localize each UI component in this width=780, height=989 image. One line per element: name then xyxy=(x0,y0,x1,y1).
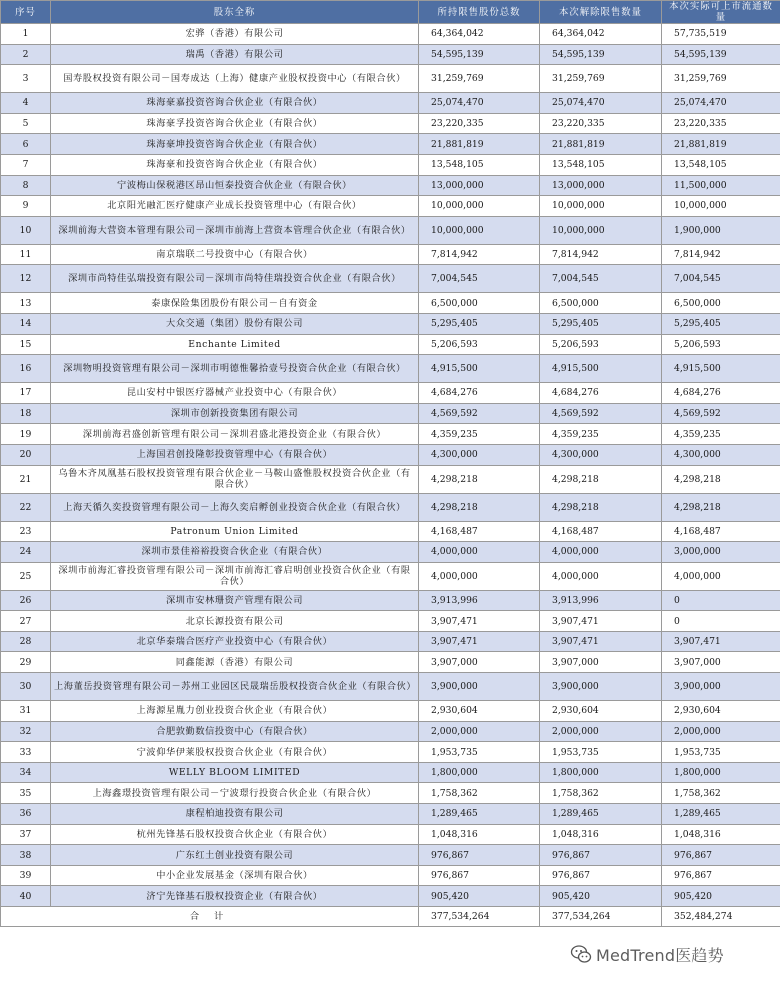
cell-shareholder-name: 深圳前海大营资本管理有限公司－深圳市前海上营资本管理合伙企业（有限合伙） xyxy=(51,216,419,244)
cell-index: 20 xyxy=(1,444,51,465)
cell-release-quantity: 4,000,000 xyxy=(540,562,662,590)
table-row xyxy=(1,845,780,866)
cell-shareholder-name: Patronum Union Limited xyxy=(51,521,419,542)
cell-tradable-quantity: 4,298,218 xyxy=(662,493,780,521)
cell-shareholder-name: 深圳市安林珊资产管理有限公司 xyxy=(51,590,419,611)
cell-index: 37 xyxy=(1,824,51,845)
cell-release-quantity: 10,000,000 xyxy=(540,216,662,244)
cell-tradable-quantity: 1,048,316 xyxy=(662,824,780,845)
cell-shareholder-name: 国寿股权投资有限公司－国寿成达（上海）健康产业股权投资中心（有限合伙） xyxy=(51,65,419,93)
table-row xyxy=(1,611,780,632)
table-header xyxy=(1,1,780,24)
table-row xyxy=(1,804,780,825)
cell-shareholder-name: 同鑫能源（香港）有限公司 xyxy=(51,652,419,673)
cell-release-quantity: 64,364,042 xyxy=(540,24,662,45)
cell-restricted-total: 13,000,000 xyxy=(419,175,540,196)
cell-restricted-total: 13,548,105 xyxy=(419,154,540,175)
table-row xyxy=(1,721,780,742)
cell-index: 25 xyxy=(1,562,51,590)
cell-index: 16 xyxy=(1,355,51,383)
table-row xyxy=(1,265,780,293)
cell-restricted-total: 3,907,471 xyxy=(419,611,540,632)
table-row xyxy=(1,175,780,196)
cell-restricted-total: 4,168,487 xyxy=(419,521,540,542)
cell-index: 32 xyxy=(1,721,51,742)
cell-index: 7 xyxy=(1,154,51,175)
cell-shareholder-name: 济宁先锋基石股权投资企业（有限合伙） xyxy=(51,886,419,907)
table-row xyxy=(1,313,780,334)
cell-tradable-quantity: 3,900,000 xyxy=(662,673,780,701)
cell-tradable-quantity: 2,930,604 xyxy=(662,701,780,722)
cell-index: 2 xyxy=(1,44,51,65)
cell-shareholder-name: 宁波仰华伊莱股权投资合伙企业（有限合伙） xyxy=(51,742,419,763)
cell-restricted-total: 21,881,819 xyxy=(419,134,540,155)
cell-restricted-total: 54,595,139 xyxy=(419,44,540,65)
cell-shareholder-name: Enchante Limited xyxy=(51,334,419,355)
cell-index: 23 xyxy=(1,521,51,542)
cell-index: 17 xyxy=(1,383,51,404)
cell-release-quantity: 4,000,000 xyxy=(540,542,662,563)
cell-release-quantity: 1,758,362 xyxy=(540,783,662,804)
total-total: 377,534,264 xyxy=(419,907,540,927)
cell-index: 4 xyxy=(1,93,51,114)
cell-index: 15 xyxy=(1,334,51,355)
cell-restricted-total: 7,004,545 xyxy=(419,265,540,293)
cell-tradable-quantity: 1,953,735 xyxy=(662,742,780,763)
cell-release-quantity: 3,907,000 xyxy=(540,652,662,673)
cell-restricted-total: 10,000,000 xyxy=(419,216,540,244)
cell-release-quantity: 5,206,593 xyxy=(540,334,662,355)
table-row xyxy=(1,334,780,355)
table-row xyxy=(1,383,780,404)
table-row xyxy=(1,44,780,65)
cell-shareholder-name: 昆山安村中银医疗器械产业投资中心（有限合伙） xyxy=(51,383,419,404)
cell-release-quantity: 3,907,471 xyxy=(540,611,662,632)
total-label: 合 计 xyxy=(1,907,419,927)
cell-shareholder-name: 深圳前海君盛创新管理有限公司－深圳君盛北港投资企业（有限合伙） xyxy=(51,424,419,445)
table-row xyxy=(1,424,780,445)
cell-release-quantity: 1,289,465 xyxy=(540,804,662,825)
table-row xyxy=(1,701,780,722)
cell-index: 28 xyxy=(1,631,51,652)
table-row xyxy=(1,562,780,590)
cell-tradable-quantity: 1,289,465 xyxy=(662,804,780,825)
header-release-quantity: 本次解除限售数量 xyxy=(540,1,662,24)
cell-shareholder-name: 宁波梅山保税港区昂山恒泰投资合伙企业（有限合伙） xyxy=(51,175,419,196)
cell-release-quantity: 10,000,000 xyxy=(540,196,662,217)
cell-shareholder-name: 合肥敦勤数信投资中心（有限合伙） xyxy=(51,721,419,742)
cell-tradable-quantity: 57,735,519 xyxy=(662,24,780,45)
cell-release-quantity: 4,298,218 xyxy=(540,465,662,493)
cell-tradable-quantity: 3,907,000 xyxy=(662,652,780,673)
cell-release-quantity: 2,930,604 xyxy=(540,701,662,722)
cell-tradable-quantity: 4,168,487 xyxy=(662,521,780,542)
table-row xyxy=(1,444,780,465)
cell-index: 36 xyxy=(1,804,51,825)
cell-index: 8 xyxy=(1,175,51,196)
cell-index: 21 xyxy=(1,465,51,493)
watermark xyxy=(570,941,770,967)
cell-restricted-total: 1,048,316 xyxy=(419,824,540,845)
cell-release-quantity: 4,359,235 xyxy=(540,424,662,445)
table-row xyxy=(1,196,780,217)
cell-release-quantity: 1,953,735 xyxy=(540,742,662,763)
cell-restricted-total: 1,800,000 xyxy=(419,762,540,783)
cell-restricted-total: 6,500,000 xyxy=(419,293,540,314)
cell-tradable-quantity: 31,259,769 xyxy=(662,65,780,93)
cell-tradable-quantity: 5,295,405 xyxy=(662,313,780,334)
cell-index: 1 xyxy=(1,24,51,45)
cell-release-quantity: 7,004,545 xyxy=(540,265,662,293)
cell-shareholder-name: WELLY BLOOM LIMITED xyxy=(51,762,419,783)
table-row xyxy=(1,493,780,521)
cell-shareholder-name: 珠海豪孚投资咨询合伙企业（有限合伙） xyxy=(51,113,419,134)
cell-release-quantity: 976,867 xyxy=(540,865,662,886)
cell-restricted-total: 4,298,218 xyxy=(419,465,540,493)
cell-shareholder-name: 宏骅（香港）有限公司 xyxy=(51,24,419,45)
cell-tradable-quantity: 4,000,000 xyxy=(662,562,780,590)
table-row xyxy=(1,24,780,45)
cell-restricted-total: 4,300,000 xyxy=(419,444,540,465)
cell-restricted-total: 25,074,470 xyxy=(419,93,540,114)
header-index: 序号 xyxy=(1,1,51,24)
cell-release-quantity: 4,298,218 xyxy=(540,493,662,521)
cell-shareholder-name: 上海国君创投隆彰投资管理中心（有限合伙） xyxy=(51,444,419,465)
cell-shareholder-name: 瑞禹（香港）有限公司 xyxy=(51,44,419,65)
cell-shareholder-name: 乌鲁木齐凤凰基石股权投资管理有限合伙企业－马鞍山盛惟股权投资合伙企业（有限合伙） xyxy=(51,465,419,493)
cell-shareholder-name: 深圳市前海汇睿投资管理有限公司－深圳市前海汇睿启明创业投资合伙企业（有限合伙） xyxy=(51,562,419,590)
cell-tradable-quantity: 4,684,276 xyxy=(662,383,780,404)
cell-restricted-total: 905,420 xyxy=(419,886,540,907)
cell-restricted-total: 4,569,592 xyxy=(419,403,540,424)
cell-shareholder-name: 珠海豪和投资咨询合伙企业（有限合伙） xyxy=(51,154,419,175)
cell-restricted-total: 23,220,335 xyxy=(419,113,540,134)
cell-restricted-total: 2,000,000 xyxy=(419,721,540,742)
cell-tradable-quantity: 11,500,000 xyxy=(662,175,780,196)
cell-index: 18 xyxy=(1,403,51,424)
cell-index: 39 xyxy=(1,865,51,886)
cell-release-quantity: 54,595,139 xyxy=(540,44,662,65)
cell-shareholder-name: 深圳市创新投资集团有限公司 xyxy=(51,403,419,424)
cell-shareholder-name: 中小企业发展基金（深圳有限合伙） xyxy=(51,865,419,886)
cell-restricted-total: 10,000,000 xyxy=(419,196,540,217)
cell-release-quantity: 4,684,276 xyxy=(540,383,662,404)
cell-shareholder-name: 珠海豪嘉投资咨询合伙企业（有限合伙） xyxy=(51,93,419,114)
cell-restricted-total: 976,867 xyxy=(419,865,540,886)
cell-release-quantity: 905,420 xyxy=(540,886,662,907)
cell-restricted-total: 4,000,000 xyxy=(419,562,540,590)
cell-restricted-total: 1,289,465 xyxy=(419,804,540,825)
cell-tradable-quantity: 0 xyxy=(662,590,780,611)
cell-restricted-total: 4,359,235 xyxy=(419,424,540,445)
cell-tradable-quantity: 0 xyxy=(662,611,780,632)
table-row xyxy=(1,742,780,763)
cell-release-quantity: 7,814,942 xyxy=(540,244,662,265)
cell-shareholder-name: 深圳物明投资管理有限公司－深圳市明德惟馨拾壹号投资合伙企业（有限合伙） xyxy=(51,355,419,383)
cell-index: 26 xyxy=(1,590,51,611)
cell-release-quantity: 25,074,470 xyxy=(540,93,662,114)
cell-tradable-quantity: 2,000,000 xyxy=(662,721,780,742)
cell-tradable-quantity: 21,881,819 xyxy=(662,134,780,155)
table-row xyxy=(1,824,780,845)
cell-release-quantity: 4,915,500 xyxy=(540,355,662,383)
cell-tradable-quantity: 4,569,592 xyxy=(662,403,780,424)
cell-release-quantity: 13,548,105 xyxy=(540,154,662,175)
cell-index: 33 xyxy=(1,742,51,763)
cell-tradable-quantity: 7,814,942 xyxy=(662,244,780,265)
cell-restricted-total: 4,684,276 xyxy=(419,383,540,404)
cell-release-quantity: 21,881,819 xyxy=(540,134,662,155)
cell-index: 9 xyxy=(1,196,51,217)
cell-tradable-quantity: 4,298,218 xyxy=(662,465,780,493)
watermark-text: MedTrend医趋势 xyxy=(596,945,724,965)
table-row xyxy=(1,293,780,314)
cell-tradable-quantity: 905,420 xyxy=(662,886,780,907)
cell-release-quantity: 3,907,471 xyxy=(540,631,662,652)
cell-index: 38 xyxy=(1,845,51,866)
cell-tradable-quantity: 1,800,000 xyxy=(662,762,780,783)
table-row xyxy=(1,673,780,701)
total-row xyxy=(1,907,780,927)
table-row xyxy=(1,542,780,563)
table-row xyxy=(1,631,780,652)
cell-restricted-total: 4,000,000 xyxy=(419,542,540,563)
table-body xyxy=(1,24,780,927)
cell-index: 3 xyxy=(1,65,51,93)
cell-tradable-quantity: 3,000,000 xyxy=(662,542,780,563)
table-row xyxy=(1,521,780,542)
cell-tradable-quantity: 54,595,139 xyxy=(662,44,780,65)
cell-tradable-quantity: 4,359,235 xyxy=(662,424,780,445)
header-shareholder-name: 股东全称 xyxy=(51,1,419,24)
cell-restricted-total: 1,953,735 xyxy=(419,742,540,763)
cell-index: 12 xyxy=(1,265,51,293)
cell-release-quantity: 13,000,000 xyxy=(540,175,662,196)
cell-restricted-total: 4,915,500 xyxy=(419,355,540,383)
cell-release-quantity: 3,913,996 xyxy=(540,590,662,611)
cell-restricted-total: 64,364,042 xyxy=(419,24,540,45)
cell-release-quantity: 1,048,316 xyxy=(540,824,662,845)
cell-index: 40 xyxy=(1,886,51,907)
cell-shareholder-name: 泰康保险集团股份有限公司－自有资金 xyxy=(51,293,419,314)
table-row xyxy=(1,134,780,155)
cell-shareholder-name: 北京长源投资有限公司 xyxy=(51,611,419,632)
cell-restricted-total: 31,259,769 xyxy=(419,65,540,93)
cell-shareholder-name: 南京瑞联二号投资中心（有限合伙） xyxy=(51,244,419,265)
cell-restricted-total: 3,900,000 xyxy=(419,673,540,701)
cell-index: 24 xyxy=(1,542,51,563)
cell-tradable-quantity: 1,900,000 xyxy=(662,216,780,244)
cell-shareholder-name: 大众交通（集团）股份有限公司 xyxy=(51,313,419,334)
cell-shareholder-name: 北京华泰瑞合医疗产业投资中心（有限合伙） xyxy=(51,631,419,652)
cell-release-quantity: 4,569,592 xyxy=(540,403,662,424)
cell-restricted-total: 3,907,000 xyxy=(419,652,540,673)
table-row xyxy=(1,886,780,907)
cell-restricted-total: 3,913,996 xyxy=(419,590,540,611)
table-row xyxy=(1,355,780,383)
cell-tradable-quantity: 13,548,105 xyxy=(662,154,780,175)
cell-shareholder-name: 上海天循久奕投资管理有限公司－上海久奕启孵创业投资合伙企业（有限合伙） xyxy=(51,493,419,521)
cell-restricted-total: 2,930,604 xyxy=(419,701,540,722)
table-row xyxy=(1,652,780,673)
cell-index: 5 xyxy=(1,113,51,134)
cell-shareholder-name: 康程柏迪投资有限公司 xyxy=(51,804,419,825)
cell-index: 19 xyxy=(1,424,51,445)
table-row xyxy=(1,465,780,493)
cell-release-quantity: 4,168,487 xyxy=(540,521,662,542)
cell-restricted-total: 5,295,405 xyxy=(419,313,540,334)
cell-shareholder-name: 广东红土创业投资有限公司 xyxy=(51,845,419,866)
cell-shareholder-name: 杭州先锋基石股权投资合伙企业（有限合伙） xyxy=(51,824,419,845)
cell-shareholder-name: 北京阳光融汇医疗健康产业成长投资管理中心（有限合伙） xyxy=(51,196,419,217)
cell-shareholder-name: 上海源星胤力创业投资合伙企业（有限合伙） xyxy=(51,701,419,722)
cell-shareholder-name: 深圳市尚特佳弘瑞投资有限公司－深圳市尚特佳瑞投资合伙企业（有限合伙） xyxy=(51,265,419,293)
cell-tradable-quantity: 5,206,593 xyxy=(662,334,780,355)
table-row xyxy=(1,65,780,93)
wechat-logo-icon xyxy=(570,943,592,965)
cell-index: 27 xyxy=(1,611,51,632)
cell-restricted-total: 7,814,942 xyxy=(419,244,540,265)
cell-restricted-total: 3,907,471 xyxy=(419,631,540,652)
cell-shareholder-name: 珠海豪坤投资咨询合伙企业（有限合伙） xyxy=(51,134,419,155)
cell-tradable-quantity: 25,074,470 xyxy=(662,93,780,114)
table-row xyxy=(1,154,780,175)
cell-release-quantity: 1,800,000 xyxy=(540,762,662,783)
header-row xyxy=(1,1,780,24)
table-row xyxy=(1,403,780,424)
cell-release-quantity: 3,900,000 xyxy=(540,673,662,701)
cell-tradable-quantity: 1,758,362 xyxy=(662,783,780,804)
cell-tradable-quantity: 3,907,471 xyxy=(662,631,780,652)
cell-index: 13 xyxy=(1,293,51,314)
cell-release-quantity: 976,867 xyxy=(540,845,662,866)
cell-tradable-quantity: 976,867 xyxy=(662,845,780,866)
cell-tradable-quantity: 7,004,545 xyxy=(662,265,780,293)
cell-index: 34 xyxy=(1,762,51,783)
table-row xyxy=(1,244,780,265)
table-row xyxy=(1,762,780,783)
cell-index: 22 xyxy=(1,493,51,521)
cell-shareholder-name: 上海鑫璟投资管理有限公司－宁波璟行投资合伙企业（有限合伙） xyxy=(51,783,419,804)
table-row xyxy=(1,783,780,804)
cell-release-quantity: 23,220,335 xyxy=(540,113,662,134)
cell-restricted-total: 4,298,218 xyxy=(419,493,540,521)
cell-index: 31 xyxy=(1,701,51,722)
cell-release-quantity: 4,300,000 xyxy=(540,444,662,465)
cell-restricted-total: 976,867 xyxy=(419,845,540,866)
cell-tradable-quantity: 10,000,000 xyxy=(662,196,780,217)
cell-release-quantity: 6,500,000 xyxy=(540,293,662,314)
cell-index: 11 xyxy=(1,244,51,265)
header-tradable-quantity: 本次实际可上市流通数量 xyxy=(662,1,780,24)
cell-release-quantity: 31,259,769 xyxy=(540,65,662,93)
table-row xyxy=(1,93,780,114)
cell-index: 35 xyxy=(1,783,51,804)
cell-tradable-quantity: 976,867 xyxy=(662,865,780,886)
cell-tradable-quantity: 23,220,335 xyxy=(662,113,780,134)
cell-restricted-total: 5,206,593 xyxy=(419,334,540,355)
table-row xyxy=(1,865,780,886)
cell-index: 10 xyxy=(1,216,51,244)
table-row xyxy=(1,216,780,244)
cell-release-quantity: 5,295,405 xyxy=(540,313,662,334)
cell-shareholder-name: 深圳市景佳裕裕投资合伙企业（有限合伙） xyxy=(51,542,419,563)
cell-tradable-quantity: 4,915,500 xyxy=(662,355,780,383)
cell-release-quantity: 2,000,000 xyxy=(540,721,662,742)
cell-restricted-total: 1,758,362 xyxy=(419,783,540,804)
cell-tradable-quantity: 6,500,000 xyxy=(662,293,780,314)
cell-index: 29 xyxy=(1,652,51,673)
table-row xyxy=(1,590,780,611)
cell-tradable-quantity: 4,300,000 xyxy=(662,444,780,465)
cell-index: 30 xyxy=(1,673,51,701)
header-restricted-total: 所持限售股份总数 xyxy=(419,1,540,24)
table-row xyxy=(1,113,780,134)
cell-index: 14 xyxy=(1,313,51,334)
total-tradable: 352,484,274 xyxy=(662,907,780,927)
total-release: 377,534,264 xyxy=(540,907,662,927)
cell-shareholder-name: 上海董岳投资管理有限公司－苏州工业园区民晟瑞岳股权投资合伙企业（有限合伙） xyxy=(51,673,419,701)
cell-index: 6 xyxy=(1,134,51,155)
